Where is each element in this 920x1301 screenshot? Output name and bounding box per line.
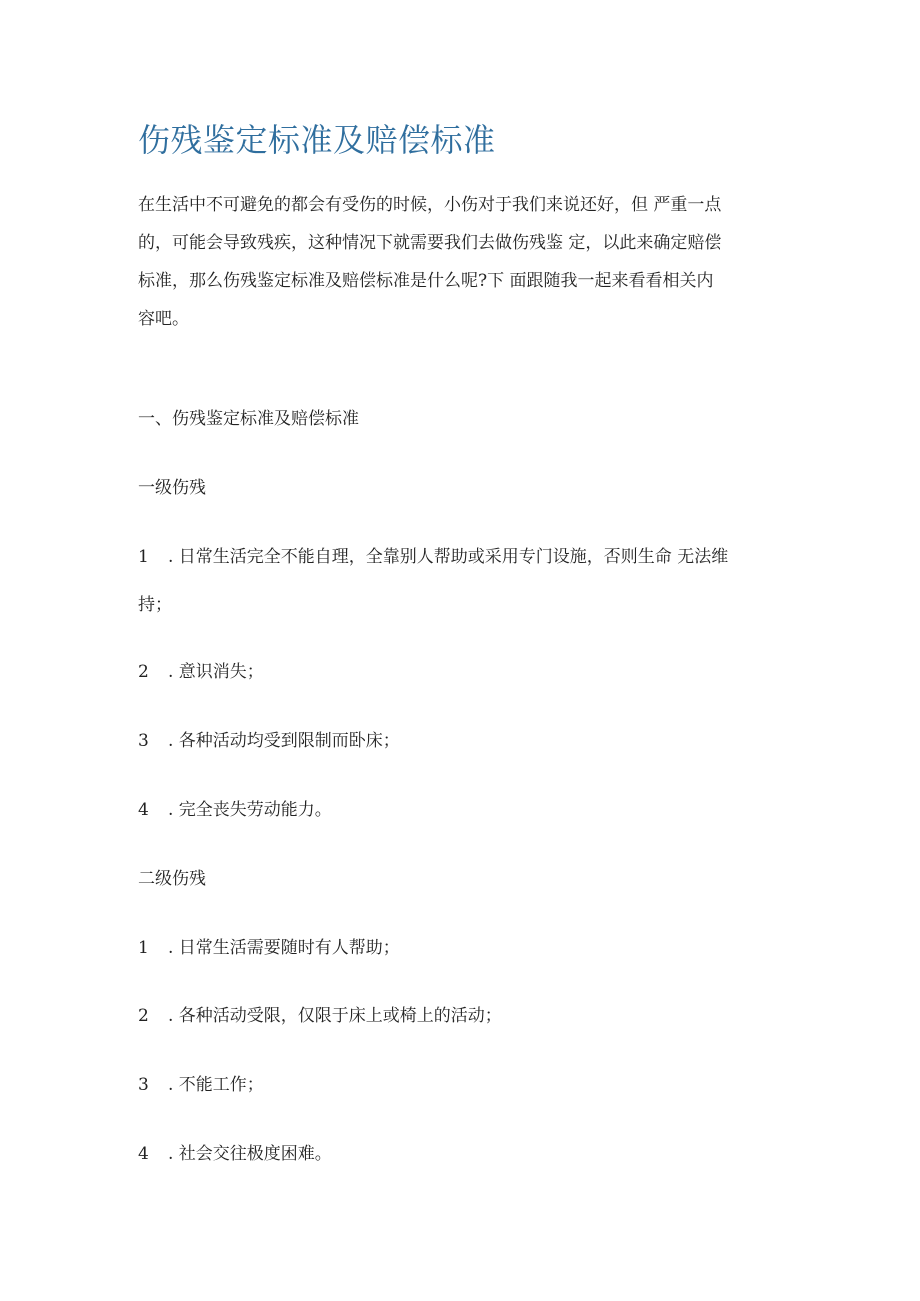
grade2-item-2	[138, 1004, 502, 1028]
item-number: 3	[138, 731, 149, 751]
grade1-item-3	[138, 729, 400, 753]
grade1-item-1	[138, 545, 728, 569]
item-number: 4	[138, 800, 149, 820]
grade1-item-4	[138, 798, 332, 822]
item-number: 1	[138, 938, 149, 958]
item-text: . 各种活动受限，仅限于床上或椅上的活动；	[168, 1006, 502, 1026]
item-text: . 意识消失；	[168, 662, 264, 682]
item-text: . 社会交往极度困难。	[168, 1144, 332, 1164]
item-text: . 各种活动均受到限制而卧床；	[168, 731, 400, 751]
intro-line: 的，可能会导致残疾，这种情况下就需要我们去做伤残鉴 定，以此来确定赔偿	[138, 233, 722, 253]
item-number: 4	[138, 1144, 149, 1164]
grade2-heading: 二级伤残	[138, 869, 206, 889]
intro-line: 在生活中不可避免的都会有受伤的时候，小伤对于我们来说还好，但 严重一点	[138, 195, 722, 215]
grade2-item-4	[138, 1142, 332, 1166]
intro-line: 容吧。	[138, 309, 189, 329]
item-text: . 日常生活需要随时有人帮助；	[168, 938, 400, 958]
page-title: 伤残鉴定标准及赔偿标准	[138, 121, 496, 159]
item-number: 2	[138, 662, 149, 682]
item-number: 1	[138, 547, 149, 567]
intro-paragraph	[138, 186, 783, 338]
grade1-item-2	[138, 660, 264, 684]
grade1-heading: 一级伤残	[138, 478, 206, 498]
item-number: 3	[138, 1075, 149, 1095]
grade2-item-3	[138, 1073, 264, 1097]
item-text: . 日常生活完全不能自理，全靠别人帮助或采用专门设施，否则生命 无法维	[168, 547, 729, 567]
grade1-item-1-continuation: 持；	[138, 595, 172, 615]
grade2-item-1	[138, 936, 400, 960]
section-heading: 一、伤残鉴定标准及赔偿标准	[138, 409, 359, 429]
item-text: . 不能工作；	[168, 1075, 264, 1095]
item-text: . 完全丧失劳动能力。	[168, 800, 332, 820]
item-number: 2	[138, 1006, 149, 1026]
intro-line: 标准，那么伤残鉴定标准及赔偿标准是什么呢?下 面跟随我一起来看看相关内	[138, 271, 714, 291]
